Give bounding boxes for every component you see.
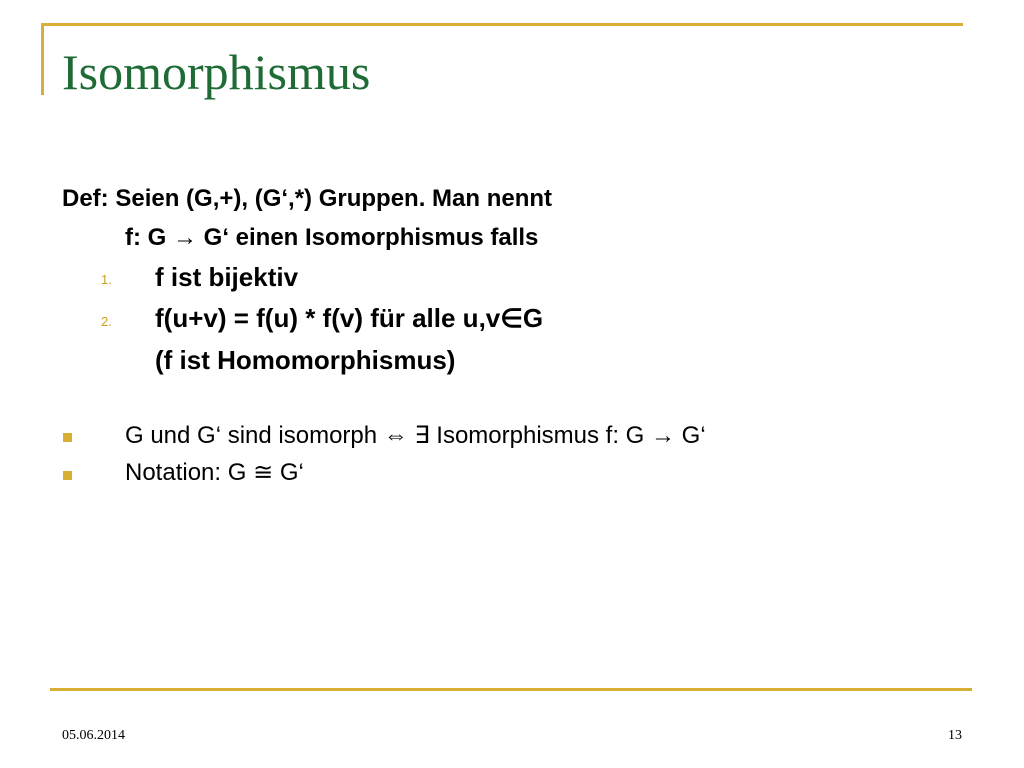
numbered-item-1: f ist bijektiv	[155, 262, 299, 292]
definition-line-1: Def: Seien (G,+), (G‘,*) Gruppen. Man nennt	[62, 185, 553, 212]
numbered-item-continuation: (f ist Homomorphismus)	[155, 345, 456, 375]
slide-title: Isomorphismus	[62, 44, 371, 100]
bullet-square-icon	[63, 471, 72, 480]
item-number-1: 1.	[101, 272, 112, 287]
footer-date: 05.06.2014	[62, 728, 125, 743]
definition-line-2: f: G → G‘ einen Isomorphismus falls	[125, 224, 539, 251]
bullet-item-1: G und G‘ sind isomorph ⇔ ∃ Isomorphismus f: G → G‘	[125, 422, 706, 449]
left-frame-line	[41, 23, 44, 95]
numbered-item-2: f(u+v) = f(u) * f(v) für alle u,v∈G	[155, 303, 544, 333]
footer-divider	[50, 688, 972, 691]
item-number-2: 2.	[101, 314, 112, 329]
top-frame-line	[41, 23, 963, 26]
bullet-item-2: Notation: G ≅ G‘	[125, 459, 304, 486]
bullet-square-icon	[63, 433, 72, 442]
page-number: 13	[948, 728, 962, 743]
